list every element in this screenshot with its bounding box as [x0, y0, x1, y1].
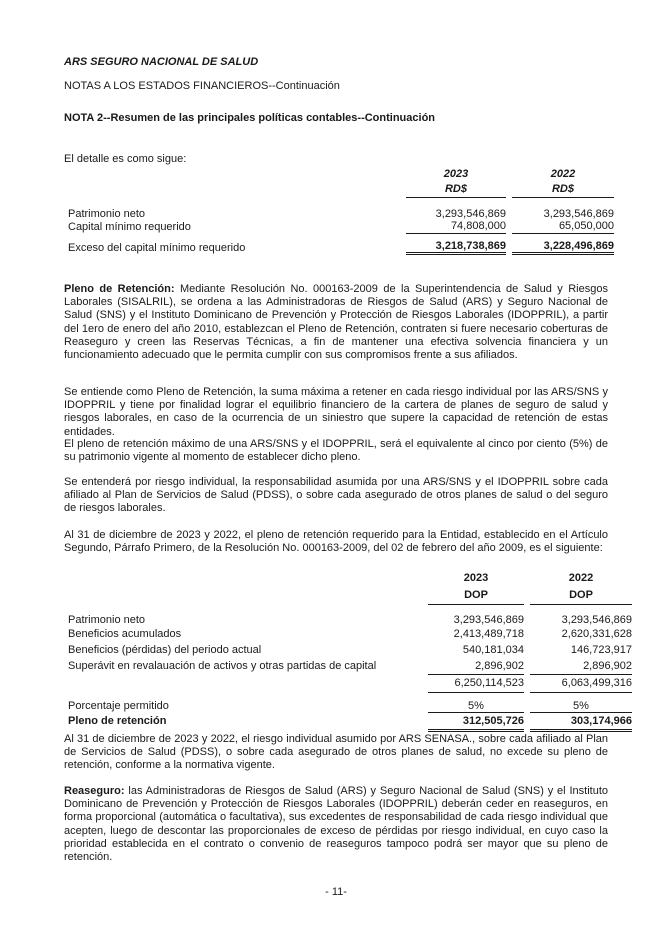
- row-label: [64, 674, 428, 692]
- paragraph-riesgo-asumido: Al 31 de diciembre de 2023 y 2022, el riesgo individual asumido por ARS SENASA., sobre cada afiliado al Plan de Servicios de Salud (PDSS), o sobre cada asegurado de otros planes de salud, no excede su pleno de retención, conforme a la normativa vigente.: [64, 733, 608, 772]
- paragraph-riesgo-individual: Se entenderá por riesgo individual, la responsabilidad asumida por una ARS/SNS y el IDOPPRIL sobre cada afiliado al Plan de Servicios de Salud (PDSS), o sobre cada asegurado de otros planes de salud o del seguro de riesgos laborales.: [64, 476, 608, 515]
- table-row: [64, 642, 632, 658]
- paragraph-text: Mediante Resolución No. 000163-2009 de la Superintendencia de Salud y Riesgos Laborales (SISALRIL), se ordena a las Administradoras de Riesgos de Salud (ARS) y Seguro Nacional de Salud (SNS) y el Instituto Dominicano de Prevención y Protección de Riesgos Laborales (IDOPPRIL), a partir del 1ero de enero del año 2010, establezcan el Pleno de Retención, contraten si fuere necesario coberturas de Reaseguro y creen las Reservas Técnicas, a fin de mantener una efectiva solvencia financiera y un funcionamiento adecuado que le permita cumplir con sus compromisos frente a sus afiliados.: [64, 283, 608, 362]
- row-value-2022: 2,896,902: [530, 658, 632, 674]
- row-value-2022: 3,228,496,869: [512, 234, 614, 254]
- pleno-table-currency-2023: DOP: [428, 587, 524, 604]
- pleno-table-currency-2022: DOP: [530, 587, 632, 604]
- paragraph-heading: Pleno de Retención:: [64, 283, 175, 295]
- table-row: [64, 198, 614, 220]
- row-label: Patrimonio neto: [68, 207, 146, 220]
- pleno-table-year-2023: 2023: [463, 572, 489, 584]
- table-row: [64, 234, 614, 254]
- row-label: Patrimonio neto: [68, 614, 146, 626]
- row-value-2022: 146,723,917: [570, 644, 632, 656]
- table-row: [64, 692, 632, 712]
- paragraph-reaseguro: [64, 785, 608, 864]
- pleno-table-year-2022: 2022: [568, 572, 594, 584]
- row-value-2023: 5%: [428, 692, 524, 712]
- row-value-2023: 3,293,546,869: [435, 207, 506, 220]
- table-row: [64, 626, 632, 642]
- paragraph-pleno-retencion: [64, 283, 608, 362]
- row-subtotal-2023: 6,250,114,523: [428, 674, 524, 692]
- row-label: Superávit en revalauación de activos y otras partidas de capital: [68, 660, 377, 672]
- paragraph-pleno-maximo: El pleno de retención máximo de una ARS/SNS y el IDOPPRIL, será el equivalente al cinco por ciento (5%) de su patrimonio vigente al momento de establecer dicho pleno.: [64, 438, 608, 464]
- row-value-2023: 2,413,489,718: [453, 628, 524, 640]
- row-value-2023: 74,808,000: [406, 220, 506, 234]
- capital-table-currency-2023: RD$: [406, 182, 506, 198]
- paragraph-heading: Reaseguro:: [64, 785, 125, 797]
- row-value-2022: 3,293,546,869: [543, 207, 614, 220]
- row-value-2023: 3,218,738,869: [406, 234, 506, 254]
- row-label: Porcentaje permitido: [68, 700, 169, 712]
- row-value-2022: 5%: [530, 692, 632, 712]
- row-subtotal-2022: 6,063,499,316: [530, 674, 632, 692]
- company-name: ARS SEGURO NACIONAL DE SALUD: [64, 56, 259, 68]
- table-row: [64, 604, 632, 626]
- table-row: [64, 220, 614, 234]
- table-row: [64, 658, 632, 674]
- row-label: Pleno de retención: [68, 715, 167, 727]
- paragraph-pleno-requerido: Al 31 de diciembre de 2023 y 2022, el pleno de retención requerido para la Entidad, establecido en el Artículo Segundo, Párrafo Primero, de la Resolución No. 000163-2009, del 02 de febrero del año 2009, es el siguiente:: [64, 529, 608, 555]
- capital-table: [64, 167, 614, 255]
- capital-table-currency-2022: RD$: [512, 182, 614, 198]
- note-title: NOTA 2--Resumen de las principales políticas contables--Continuación: [64, 112, 436, 124]
- capital-table-year-2022: 2022: [550, 168, 576, 180]
- capital-table-year-2023: 2023: [443, 168, 469, 180]
- paragraph-definicion: Se entiende como Pleno de Retención, la suma máxima a retener en cada riesgo individual por las ARS/SNS y IDOPPRIL y tiene por finalidad lograr el equilibrio financiero de la cartera de planes de seguro de salud y riesgos laborales, en caso de la ocurrencia de un siniestro que supere la capacidad de retención de estas entidades.: [64, 386, 608, 438]
- row-value-2023: 312,505,726: [428, 712, 524, 730]
- row-label: Exceso del capital mínimo requerido: [68, 241, 246, 254]
- paragraph-text: las Administradoras de Riesgos de Salud (ARS) y Seguro Nacional de Salud (SNS) y el Instituto Dominicano de Prevención y Protección de Riesgos Laborales (IDOPPRIL) deberán ceder en reaseguros, en forma proporcional (automática o facultativa), sus excedentes de responsabilidad de cada riesgo individual que acepten, luego de descontar las proporcionales de exceso de pérdidas por riesgo individual, en cuyo caso la prioridad establecida en el contrato o convenio de reaseguros tampoco podrá ser mayor que su pleno de retención.: [64, 785, 608, 864]
- page-number: - 11-: [325, 886, 347, 898]
- row-value-2022: 3,293,546,869: [561, 614, 632, 626]
- row-value-2022: 303,174,966: [530, 712, 632, 730]
- row-value-2023: 2,896,902: [428, 658, 524, 674]
- row-value-2022: 65,050,000: [512, 220, 614, 234]
- table-row: [64, 674, 632, 692]
- intro-text: El detalle es como sigue:: [64, 153, 187, 165]
- row-value-2023: 3,293,546,869: [453, 614, 524, 626]
- row-label: Beneficios (pérdidas) del periodo actual: [68, 644, 262, 656]
- document-subtitle: NOTAS A LOS ESTADOS FINANCIEROS--Continuación: [64, 80, 340, 92]
- table-row: [64, 712, 632, 730]
- row-value-2022: 2,620,331,628: [561, 628, 632, 640]
- row-value-2023: 540,181,034: [462, 644, 524, 656]
- row-label: Beneficios acumulados: [68, 628, 182, 640]
- pleno-retencion-table: [64, 570, 632, 732]
- row-label: Capital mínimo requerido: [68, 220, 191, 233]
